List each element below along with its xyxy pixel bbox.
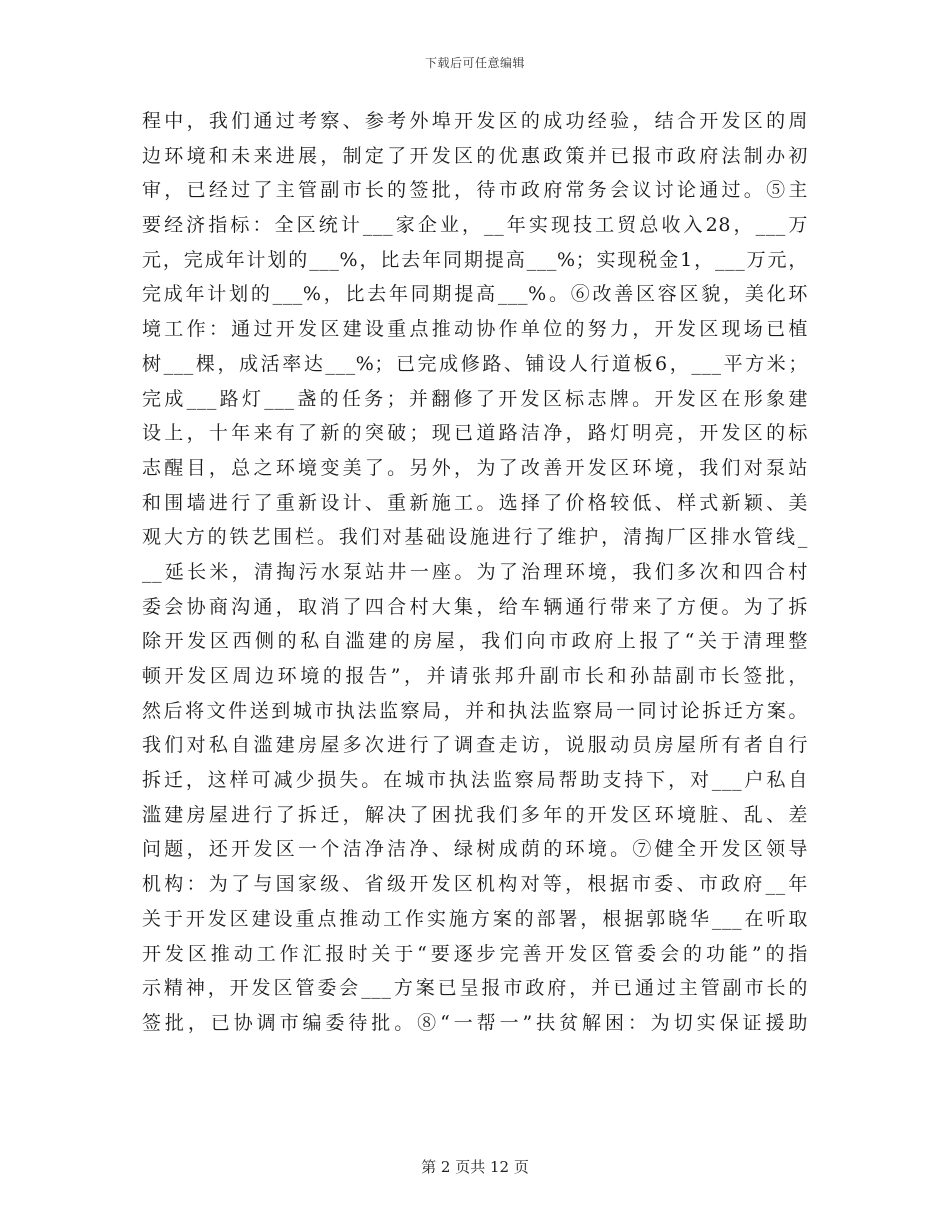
- text-line: 完成年计划的___%，比去年同期提高___%。⑥改善区容区貌，美化环: [142, 283, 808, 306]
- text-line: 要经济指标：全区统计___家企业，__年实现技工贸总收入28，___万: [142, 214, 808, 237]
- text-line: 审，已经过了主管副市长的签批，待市政府常务会议讨论通过。⑤主: [142, 179, 808, 202]
- text-line: 签批，已协调市编委待批。⑧“一帮一”扶贫解困：为切实保证援助: [142, 1011, 808, 1034]
- text-line: 程中，我们通过考察、参考外埠开发区的成功经验，结合开发区的周: [142, 110, 808, 132]
- text-line: 关于开发区建设重点推动工作实施方案的部署，根据郭晓华___在听取: [142, 907, 808, 930]
- page-header: 下载后可任意编辑: [424, 56, 525, 70]
- text-line: 设上，十年来有了新的突破；现已道路洁净，路灯明亮，开发区的标: [142, 422, 808, 445]
- text-line: 树___棵，成活率达___%；已完成修路、铺设人行道板6，___平方米；: [142, 352, 808, 375]
- text-line: 边环境和未来进展，制定了开发区的优惠政策并已报市政府法制办初: [142, 144, 808, 167]
- text-line: 顿开发区周边环境的报告”，并请张邦升副市长和孙喆副市长签批，: [142, 665, 808, 687]
- text-line: 除开发区西侧的私自滥建的房屋，我们向市政府上报了“关于清理整: [142, 630, 808, 653]
- body-text: [142, 104, 808, 1041]
- text-line: 志醒目，总之环境变美了。另外，为了改善开发区环境，我们对泵站: [142, 456, 808, 479]
- text-line: 示精神，开发区管委会___方案已呈报市政府，并已通过主管副市长的: [142, 977, 808, 1000]
- text-line: 然后将文件送到城市执法监察局，并和执法监察局一同讨论拆迁方案。: [142, 699, 808, 722]
- text-line: 机构：为了与国家级、省级开发区机构对等，根据市委、市政府__年: [142, 873, 808, 896]
- text-line: 完成___路灯___盏的任务；并翻修了开发区标志牌。开发区在形象建: [142, 387, 808, 410]
- text-line: 开发区推动工作汇报时关于“要逐步完善开发区管委会的功能”的指: [142, 942, 808, 965]
- text-line: 和围墙进行了重新设计、重新施工。选择了价格较低、样式新颖、美: [142, 491, 808, 514]
- text-line: 滥建房屋进行了拆迁，解决了困扰我们多年的开发区环境脏、乱、差: [142, 803, 808, 826]
- text-line: 委会协商沟通，取消了四合村大集，给车辆通行带来了方便。为了拆: [142, 595, 808, 618]
- text-line: 问题，还开发区一个洁净洁净、绿树成荫的环境。⑦健全开发区领导: [142, 838, 808, 861]
- text-line: 元，完成年计划的___%，比去年同期提高___%；实现税金1，___万元，: [142, 248, 808, 271]
- text-line: 我们对私自滥建房屋多次进行了调查走访，说服动员房屋所有者自行: [142, 734, 808, 757]
- text-line: 境工作：通过开发区建设重点推动协作单位的努力，开发区现场已植: [142, 318, 808, 341]
- text-line: 观大方的铁艺围栏。我们对基础设施进行了维护，清掏厂区排水管线_: [142, 526, 808, 549]
- page-footer: 第 2 页共 12 页: [421, 1158, 529, 1176]
- text-line: __延长米，清掏污水泵站井一座。为了治理环境，我们多次和四合村: [142, 560, 808, 583]
- text-line: 拆迁，这样可减少损失。在城市执法监察局帮助支持下，对___户私自: [142, 769, 808, 792]
